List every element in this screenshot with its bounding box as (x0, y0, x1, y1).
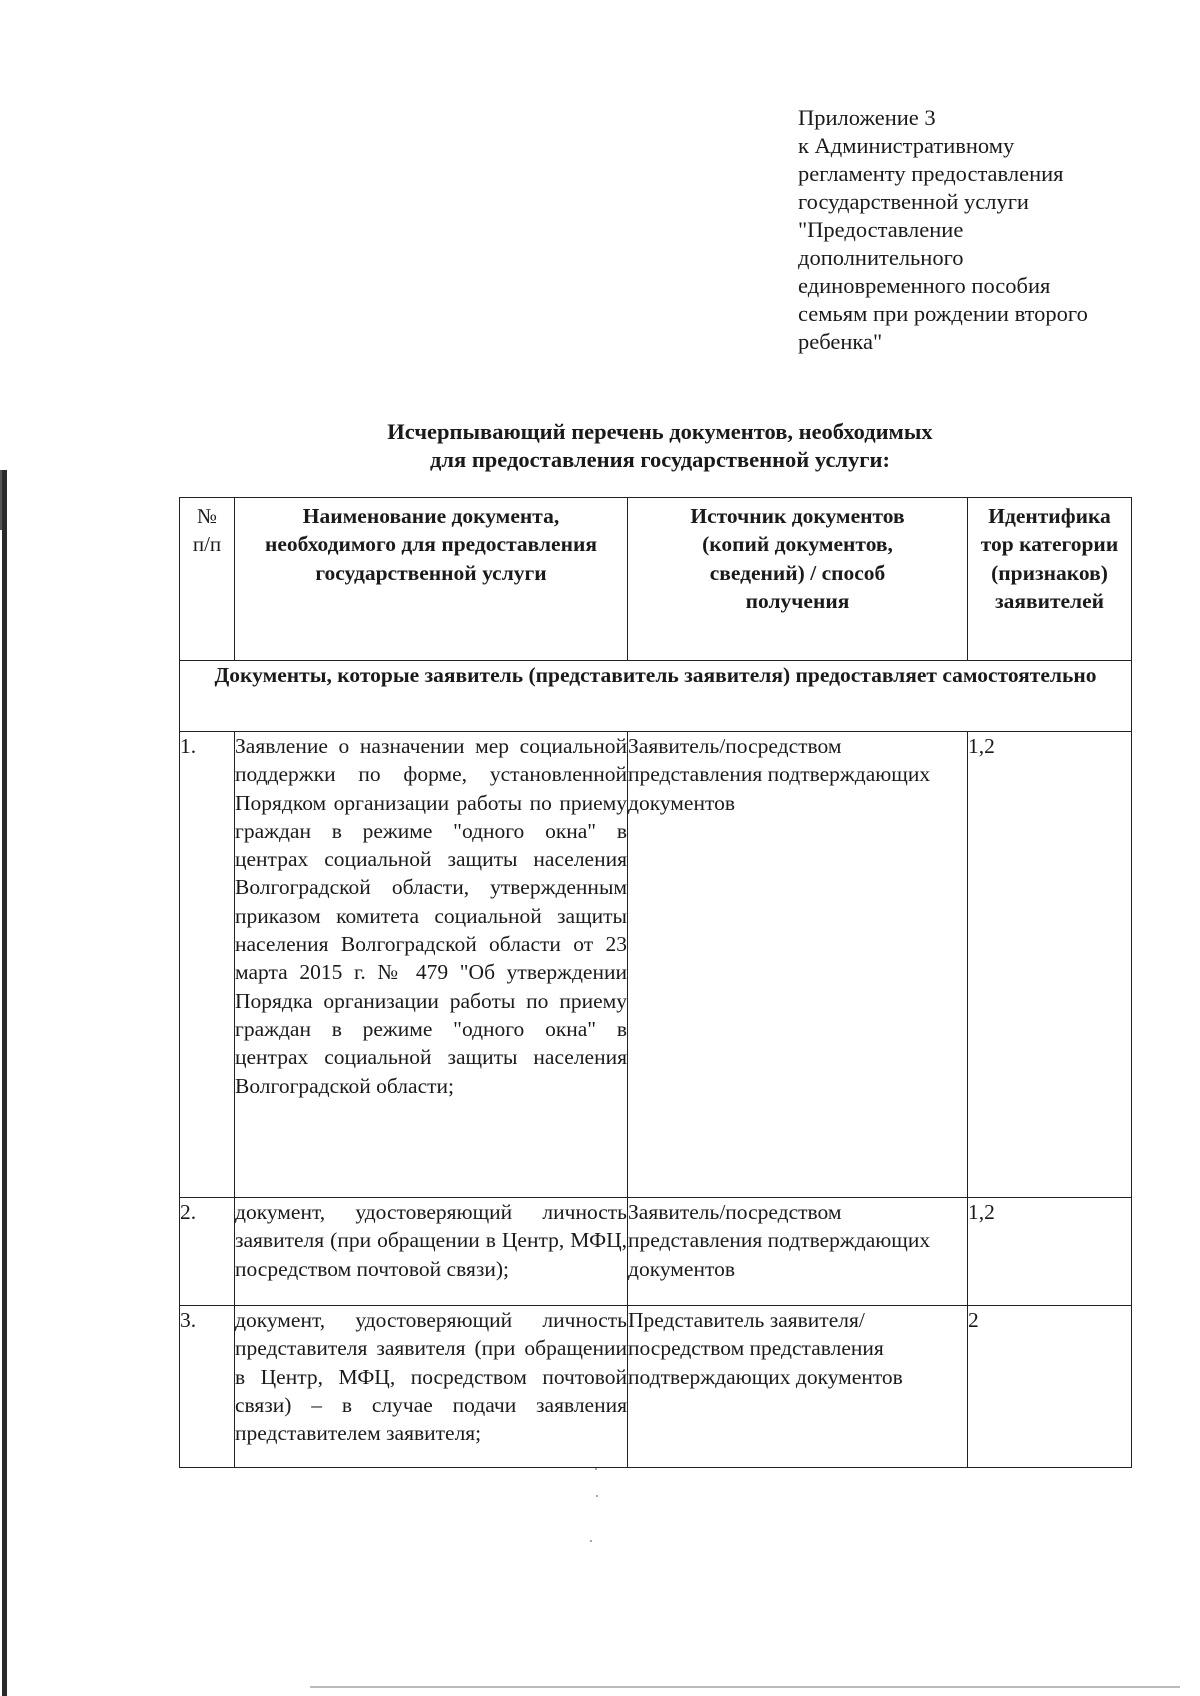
header-category-label: Идентифика тор категории (признаков) заявителей (980, 504, 1119, 613)
row-number: 3. (180, 1306, 235, 1468)
row-source: Представитель заявителя/посредством представления подтверждающих документов (628, 1306, 968, 1468)
row-document-name: документ, удостоверяющий личность представителя заявителя (при обращении в Центр, МФЦ, посредством почтовой связи) – в случае подачи заявления представителем заявителя; (235, 1306, 628, 1468)
table-row (180, 1198, 1132, 1306)
table-row (180, 1306, 1132, 1468)
table-header-row (180, 498, 1132, 661)
documents-table (179, 497, 1132, 1468)
scan-edge-shadow-top (0, 470, 2, 530)
scan-edge-shadow (2, 470, 7, 1696)
scan-speck (590, 1540, 592, 1542)
header-category (968, 498, 1132, 661)
row-category: 1,2 (968, 732, 1132, 1198)
scan-speck (595, 1468, 597, 1470)
scan-edge-shadow-bottom (310, 1686, 1180, 1688)
row-category: 2 (968, 1306, 1132, 1468)
scan-speck (596, 1495, 598, 1497)
header-document-name (235, 498, 628, 661)
row-source: Заявитель/посредством представления подтверждающих документов (628, 1198, 968, 1306)
row-document-name: Заявление о назначении мер социальной поддержки по форме, установленной Порядком организации работы по приему граждан в режиме "одного окна" в центрах социальной защиты населения Волгоградской области, утвержденным приказом комитета социальной защиты населения Волгоградской области от 23 марта 2015 г. № 479 "Об утверждении Порядка организации работы по приему граждан в режиме "одного окна" в центрах социальной защиты населения Волгоградской области; (235, 732, 628, 1198)
header-source (628, 498, 968, 661)
row-source: Заявитель/посредством представления подтверждающих документов (628, 732, 968, 1198)
table-row (180, 732, 1132, 1198)
document-title: Исчерпывающий перечень документов, необходимых для предоставления государственной услуги: (387, 419, 933, 472)
row-number: 2. (180, 1198, 235, 1306)
row-category: 1,2 (968, 1198, 1132, 1306)
row-document-name: документ, удостоверяющий личность заявителя (при обращении в Центр, МФЦ, посредством почтовой связи); (235, 1198, 628, 1306)
section-row (180, 661, 1132, 732)
header-source-label: Источник документов (копий документов, сведений) / способ получения (690, 504, 905, 613)
section-heading: Документы, которые заявитель (представитель заявителя) предоставляет самостоятельно (180, 661, 1132, 732)
header-number (180, 498, 235, 661)
header-document-name-label: Наименование документа, необходимого для предоставления государственной услуги (264, 504, 598, 585)
appendix-reference: Приложение 3 к Административному регламенту предоставления государственной услуги "Предоставление дополнительного единовременного пособия семьям при рождении второго ребенка" (798, 105, 1088, 354)
header-number-label: № п/п (192, 504, 222, 556)
row-number: 1. (180, 732, 235, 1198)
